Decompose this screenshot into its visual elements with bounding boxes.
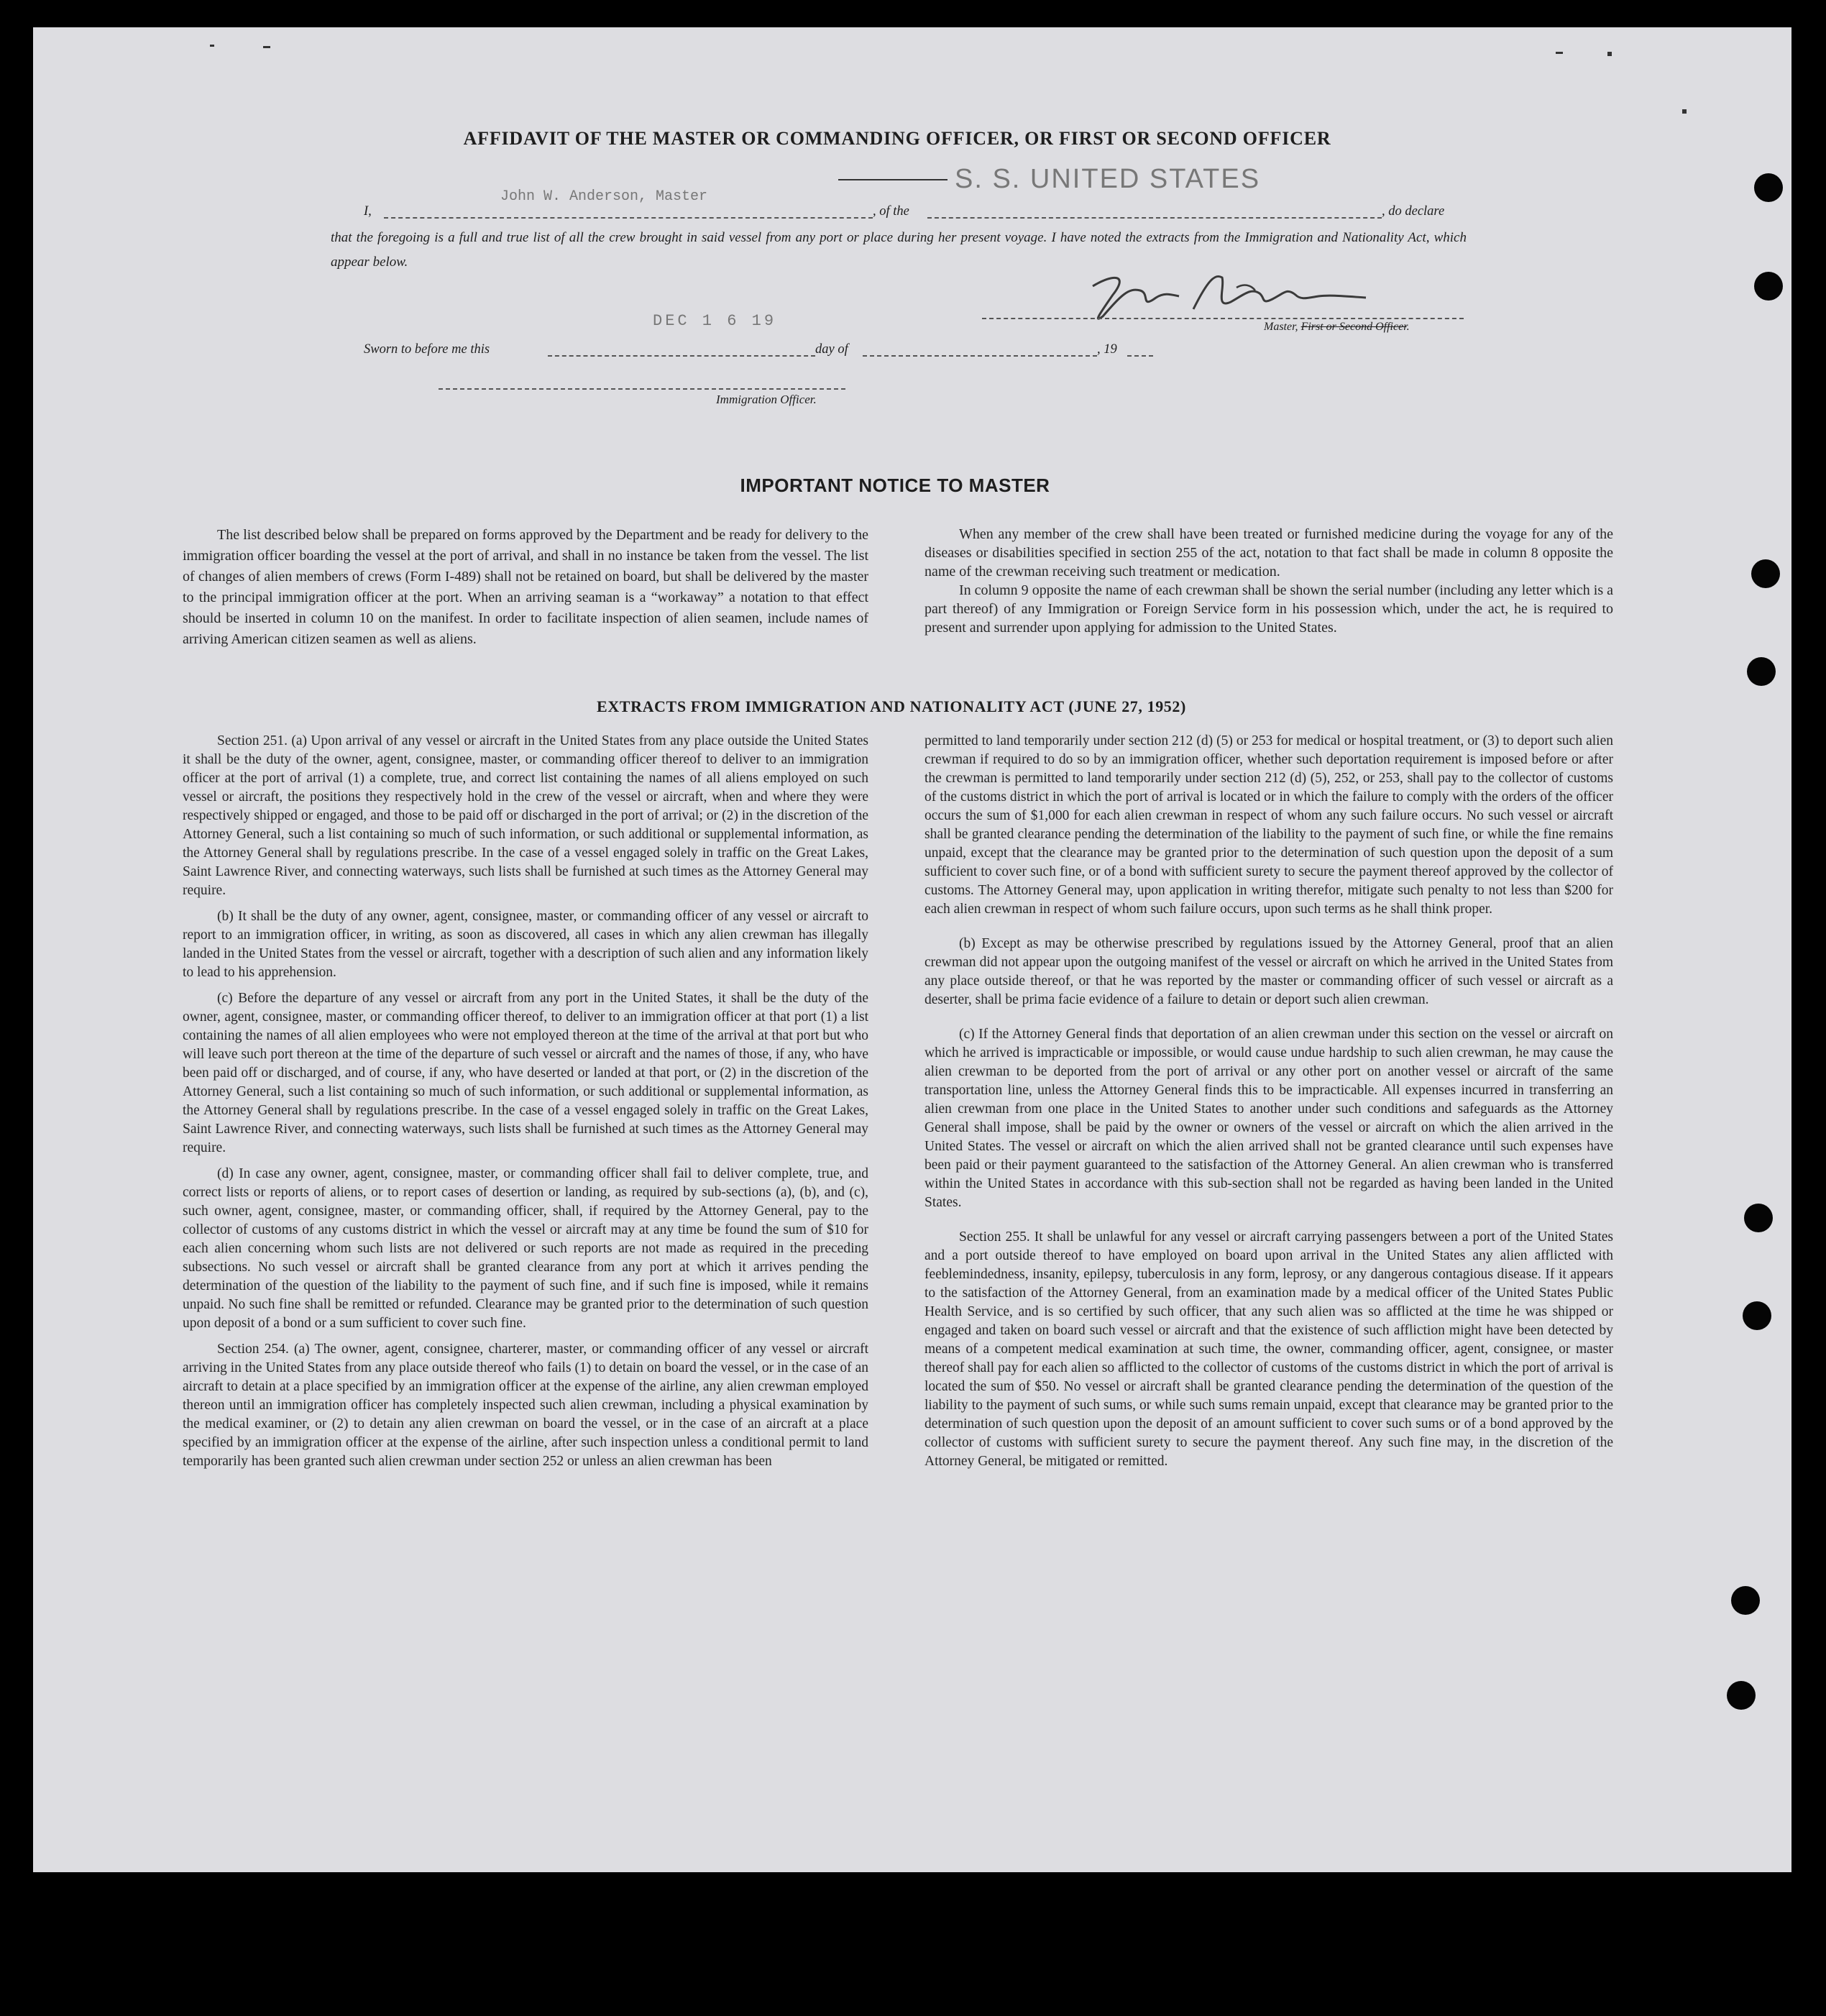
binder-hole [1743, 1301, 1771, 1330]
sworn-month-line [863, 355, 1097, 357]
binder-hole [1754, 272, 1783, 301]
sworn-label: Sworn to before me this [364, 342, 490, 357]
label-period: . [1406, 321, 1410, 333]
binder-hole [1731, 1586, 1760, 1615]
year-label: , 19 [1097, 342, 1117, 357]
master-signature-line [982, 318, 1464, 319]
section-251-b: (b) It shall be the duty of any owner, agent, consignee, master, or commanding officer of any vessel or aircraft to report to an immigration officer, in writing, as soon as discovered, all cases in which any alien crewman has illegally landed in the United States from the vessel or aircraft, together with a description of such alien and any information likely to lead to his apprehension. [183, 909, 868, 980]
struck-officer-label: First or Second Officer [1300, 321, 1407, 333]
extracts-left-column [183, 732, 868, 1478]
immigration-officer-line [439, 388, 845, 390]
section-251-d: (d) In case any owner, agent, consignee, master, or commanding officer shall fail to deliver complete, true, and correct lists or reports of aliens, or to report cases of desertion or landing, as required by sub-sections (a), (b), and (c), such owner, agent, consignee, master, or commanding officer, shall, if required by the Attorney General, pay to the collector of customs of any customs district in which the vessel or aircraft may at any time be found the sum of $10 for each alien concerning whom such lists are not delivered or such reports are not made as required in the preceding subsections. No such vessel or aircraft shall be granted clearance from any port at which it arrives pending the determination of the question of the liability to the payment of such fine, and if such fine is imposed, while it remains unpaid. No such fine shall be remitted or refunded. Clearance may be granted prior to the determination of such question upon deposit of a bond or a sum sufficient to cover such fine. [183, 1166, 868, 1331]
of-the-label: , of the [873, 204, 909, 219]
scan-speck [263, 46, 270, 48]
notice-left-paragraph: The list described below shall be prepared on forms approved by the Department and be ready for delivery to the immigration officer boarding the vessel at the port of arrival, and shall in no instance be taken from the vessel. The list of changes of alien members of crews (Form I-489) shall not be retained on board, but shall be delivered by the master to the principal immigration officer at the port. When an arriving seaman is a “workaway” a notation to that effect should be inserted in column 10 on the manifest. In order to facilitate inspection of alien seamen, include names of arriving American citizen seamen as well as aliens. [183, 527, 868, 647]
scan-speck [210, 45, 214, 47]
notice-left-column [183, 525, 868, 650]
master-name-typed: John W. Anderson, Master [500, 188, 708, 205]
year-line [1127, 355, 1153, 357]
binder-hole [1754, 173, 1783, 202]
scan-speck [1607, 52, 1612, 56]
vessel-line-dashed [927, 217, 1382, 219]
master-signature-label [1264, 321, 1410, 334]
section-254-b: (b) Except as may be otherwise prescribed by regulations issued by the Attorney General, proof that an alien crewman did not appear upon the outgoing manifest of the vessel or aircraft on which he arrived in the United States from any place outside thereof, or that he was reported by the master or commanding officer of such vessel or aircraft as a deserter, shall be prima facie evidence of a failure to detain or deport such alien crewman. [925, 936, 1613, 1007]
vessel-name-stamp: S. S. UNITED STATES [955, 164, 1261, 194]
binder-hole [1751, 559, 1780, 588]
master-label: Master, [1264, 321, 1301, 333]
binder-hole [1747, 657, 1776, 686]
date-stamp: DEC 1 6 19 [653, 312, 777, 330]
notice-right-paragraph: When any member of the crew shall have been treated or furnished medicine during the voyage for any of the diseases or disabilities specified in section 255 of the act, notation to that fact shall be made in column 8 opposite the name of the crewman receiving such treatment or medication. [925, 526, 1613, 579]
section-254-a: Section 254. (a) The owner, agent, consignee, charterer, master, or commanding officer of any vessel or aircraft arriving in the United States from any place outside thereof who fails (1) to detain on board the vessel, or in the case of an aircraft to detain at a place specified by an immigration officer at the expense of the airline, any alien crewman employed thereon until an immigration officer has completely inspected such alien crewman, including a physical examination by the medical examiner, or (2) to detain any alien crewman on board the vessel, or in the case of an aircraft at a place specified by an immigration officer at the expense of the airline, after such inspection unless a conditional permit to land temporarily has been granted such alien crewman under section 252 or unless an alien crewman has been [183, 1342, 868, 1469]
scan-speck [1682, 109, 1687, 114]
scan-speck [1556, 52, 1563, 54]
extracts-right-column [925, 732, 1613, 1478]
immigration-officer-label: Immigration Officer. [716, 393, 817, 406]
affidavit-i-label: I, [364, 204, 372, 219]
extracts-title: EXTRACTS FROM IMMIGRATION AND NATIONALITY ACT (JUNE 27, 1952) [597, 697, 1186, 715]
section-251-c: (c) Before the departure of any vessel or aircraft from any port in the United States, it shall be the duty of the owner, agent, consignee, master, or commanding officer thereof, to deliver to an immigration officer at that port (1) a list containing the names of all alien employees who were not employed thereon at the time of the arrival at that port but who will leave such port thereon at the time of the departure of such vessel or aircraft and the names of those, if any, who have been paid off or discharged, and of course, if any, who have deserted or landed at that port, or (2) in the discretion of the Attorney General, such a list containing so much of such information, or such additional or supplemental information, as the Attorney General shall by regulations prescribe. In the case of a vessel engaged solely in traffic on the Great Lakes, Saint Lawrence River, and connecting waterways, such lists shall be furnished at such times as the Attorney General may require. [183, 991, 868, 1155]
section-254-c: (c) If the Attorney General finds that deportation of an alien crewman under this section on the vessel or aircraft on which he arrived is impracticable or impossible, or would cause undue hardship to such alien crewman, he may cause the alien crewman to be deported from the port of arrival or any other port on another vessel or aircraft of the same transportation line, unless the Attorney General finds this to be impracticable. All expenses incurred in transferring an alien crewman from one place in the United States to another under such conditions and safeguards as the Attorney General shall impose, shall be paid by the owner or owners of the vessel or aircraft on which the alien arrived in the United States. The vessel or aircraft on which the alien arrived shall not be granted clearance until such expenses have been paid or their payment guaranteed to the satisfaction of the Attorney General. An alien crewman who is transferred within the United States in accordance with this sub-section shall not be regarded as having been landed in the United States. [925, 1027, 1613, 1210]
declaration-text: that the foregoing is a full and true list of all the crew brought in said vessel from any port or place during her present voyage. I have noted the extracts from the Immigration and Nationality Act, which appear below. [331, 230, 1467, 270]
binder-hole [1744, 1204, 1773, 1232]
section-255: Section 255. It shall be unlawful for any vessel or aircraft carrying passengers between a port of the United States and a port outside thereof to have employed on board upon arrival in the United States any alien afflicted with feeblemindedness, insanity, epilepsy, tuberculosis in any form, leprosy, or any dangerous contagious disease. If it appears to the satisfaction of the Attorney General, from an examination made by a medical officer of the United States Public Health Service, and is so certified by such officer, that any such alien was so afflicted at the time he was shipped or engaged and taken on board such vessel or aircraft and that the existence of such affliction might have been detected by means of a competent medical examination at such time, the owner, commanding officer, agent, consignee, or master thereof shall pay for each alien so afflicted to the collector of customs of the customs district in which the port of arrival is located the sum of $50. No vessel or aircraft shall be granted clearance pending the determination of the question of the liability to the payment of such sums, or while such sums remain unpaid, except that clearance may be granted prior to the determination of such question upon the deposit of an amount sufficient to cover such sums or of a bond approved by the collector of customs with sufficient surety to secure the payment thereof. Any such fine may, in the discretion of the Attorney General, be mitigated or remitted. [925, 1229, 1613, 1469]
day-of-label: day of [815, 342, 848, 357]
sworn-day-line [548, 355, 815, 357]
notice-right-paragraph: In column 9 opposite the name of each crewman shall be shown the serial number (including any letter which is a part thereof) of any Immigration or Foreign Service form in his possession which, under the act, he is required to present and surrender upon applying for admission to the United States. [925, 582, 1613, 636]
notice-right-column [925, 525, 1613, 637]
do-declare-label: , do declare [1382, 204, 1445, 219]
master-name-line [384, 217, 873, 219]
vessel-line [838, 179, 948, 180]
notice-title: IMPORTANT NOTICE TO MASTER [740, 475, 1050, 496]
affidavit-title: AFFIDAVIT OF THE MASTER OR COMMANDING OFFICER, OR FIRST OR SECOND OFFICER [463, 128, 1331, 149]
section-251-a: Section 251. (a) Upon arrival of any vessel or aircraft in the United States from any place outside the United States it shall be the duty of the owner, agent, consignee, master, or commanding officer thereof to deliver to an immigration officer at the port of arrival (1) a complete, true, and correct list containing the names of all aliens employed on such vessel or aircraft, the positions they respectively hold in the crew of the vessel or aircraft, when and where they were respectively shipped or engaged, and those to be paid off or discharged in the port of arrival; or (2) in the discretion of the Attorney General, such a list containing so much of such information, or such additional or supplemental information, as the Attorney General shall by regulations prescribe. In the case of a vessel engaged solely in traffic on the Great Lakes, Saint Lawrence River, and connecting waterways, such lists shall be furnished at such times as the Attorney General may require. [183, 733, 868, 898]
binder-hole [1727, 1681, 1756, 1710]
section-254-a-continued: permitted to land temporarily under section 212 (d) (5) or 253 for medical or hospital treatment, or (3) to deport such alien crewman if required to do so by an immigration officer, whether such deportation requirement is imposed before or after the crewman is permitted to land temporarily under section 212 (d) (5), 252, or 253, shall pay to the collector of customs of the customs district in which the port of arrival is located or in which the failure to comply with the orders of the officer occurs the sum of $1,000 for each alien crewman in respect of whom any such failure occurs. No such vessel or aircraft shall be granted clearance pending the determination of the liability to the payment of such fine, or while the fine remains unpaid, except that the clearance may be granted prior to the determination of such question upon the deposit of a sum sufficient to cover such fine, or of a bond with sufficient surety to secure the payment thereof approved by the collector of customs. The Attorney General may, upon application in writing therefor, mitigate such penalty to not less than $200 for each alien crewman in respect of whom such failure occurs, upon such terms as he shall think proper. [925, 733, 1613, 917]
